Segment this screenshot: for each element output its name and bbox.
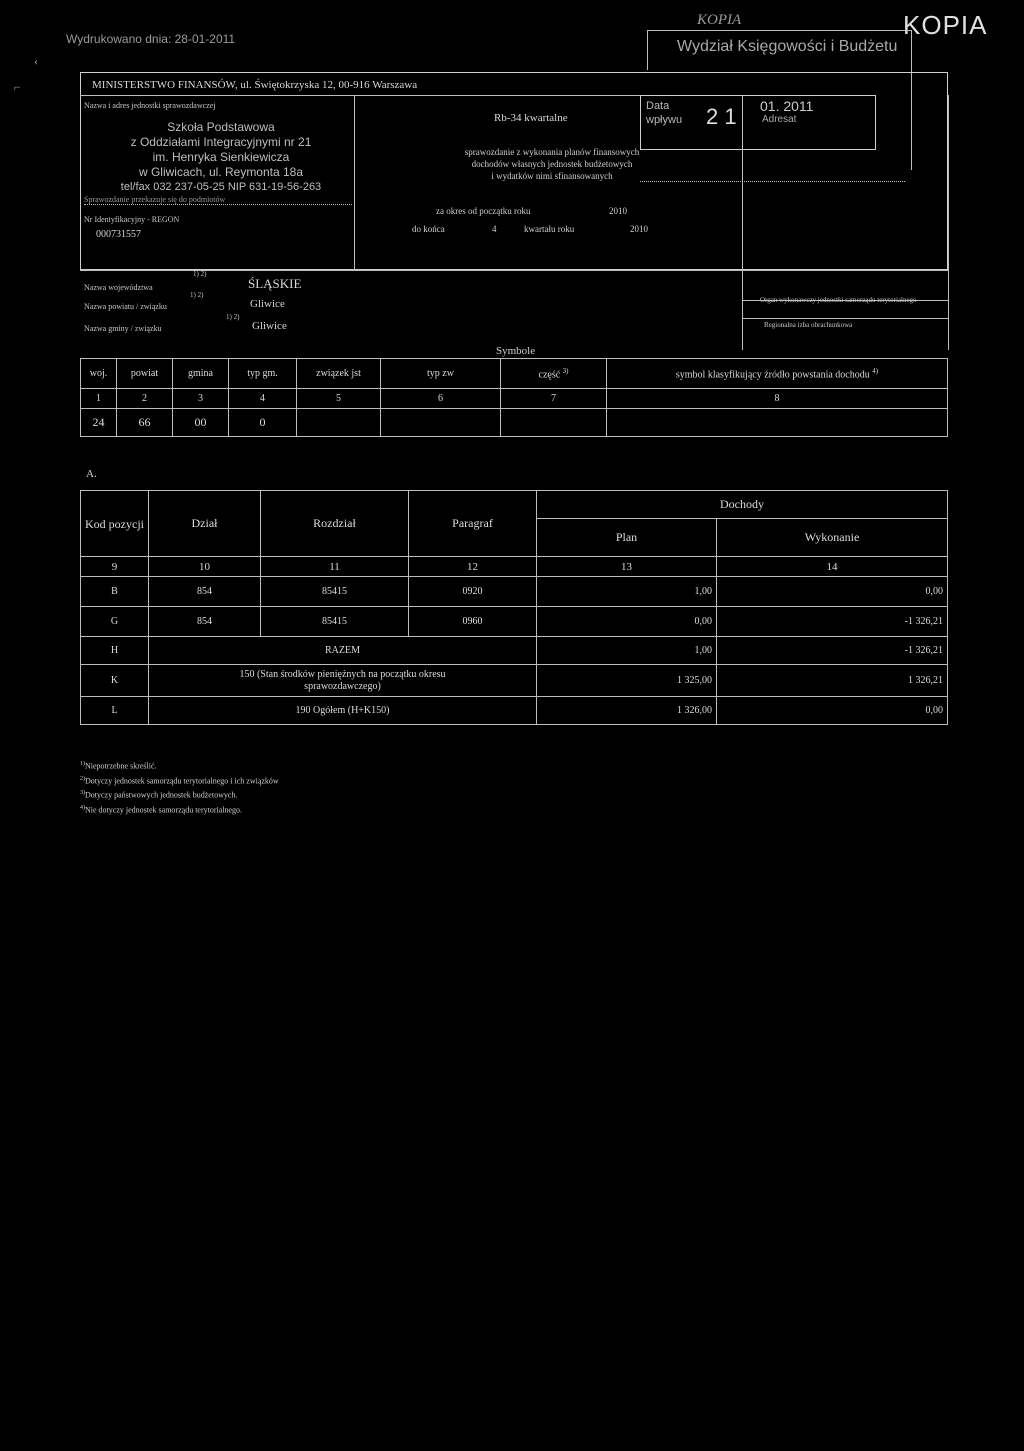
county-sup: 1) 2) [190,291,204,299]
commune-value: Gliwice [252,320,287,332]
symbol-header [229,359,297,389]
county-label: Nazwa powiatu / związku [84,302,167,311]
received-wplywu-label: wpływu [646,114,683,126]
symbol-header [173,359,229,389]
quarter-label: kwartału roku [524,224,575,234]
symbol-header [607,359,948,389]
row-l-kod: L [81,697,149,725]
symbol-number: 1 [81,389,117,409]
report-desc-line: dochodów własnych jednostek budżetowych [471,159,633,169]
symbols-value-row [81,409,948,437]
symbols-title: Symbole [496,345,536,357]
symbol-header-sup: 3) [562,366,569,375]
symbol-header-text: gmina [188,368,213,379]
row-l [81,697,948,725]
unit-line: im. Henryka Sienkiewicza [152,150,290,164]
stamp-border-top [647,30,912,31]
margin-mark: ⌐ [14,80,21,94]
symbol-header [501,359,607,389]
row-k-kod: K [81,665,149,697]
col-number: 12 [409,557,537,577]
row-l-label: 190 Ogółem (H+K150) [149,697,537,725]
rule [742,95,743,350]
col-number: 10 [149,557,261,577]
handwritten-stamp: KOPIA [697,12,742,28]
col-dochody: Dochody [537,491,948,519]
receiver-label: Organ wykonawczy jednostki samorządu terytorialnego [760,296,917,304]
rule [80,95,732,96]
income-number-row [81,557,948,577]
col-rozdzial: Rozdział [261,491,409,557]
received-month: 01. 2011 [760,98,814,114]
footnote-text: Dotyczy jednostek samorządu terytorialnego i ich związków [85,776,279,786]
footnote [80,758,279,773]
rule [948,95,949,350]
income-row [81,577,948,607]
regon-value: 000731557 [96,229,141,240]
row-l-plan: 1 326,00 [537,697,717,725]
col-wykonanie: Wykonanie [717,519,948,557]
row-wykonanie: 0,00 [717,577,948,607]
row-paragraf: 0920 [409,577,537,607]
margin-mark: ‹ [34,54,38,68]
row-k [81,665,948,697]
symbols-table [80,358,948,437]
row-rozdzial: 85415 [261,607,409,637]
commune-sup: 1) 2) [226,313,240,321]
report-code: Rb-34 kwartalne [494,112,568,124]
period-from-label: za okres od początku roku [436,206,531,216]
symbol-value [607,409,948,437]
voivodeship-sup: 1) 2) [193,270,207,278]
razem-label: RAZEM [149,637,537,665]
symbol-value: 0 [229,409,297,437]
symbol-number: 6 [381,389,501,409]
addressee-label: Adresat [762,114,797,125]
row-wykonanie: -1 326,21 [717,607,948,637]
footnotes [80,758,279,817]
footnote [80,773,279,788]
kopia-stamp: KOPIA [903,10,988,40]
quarter-value: 4 [492,224,497,234]
symbol-number: 2 [117,389,173,409]
footnote-text: Nie dotyczy jednostek samorządu terytorialnego. [85,805,243,815]
unit-line: tel/fax 032 237-05-25 NIP 631-19-56-263 [120,181,322,193]
period-year-2: 2010 [630,224,648,234]
section-a-label: A. [86,468,97,480]
voivodeship-label: Nazwa województwa [84,283,153,292]
department-stamp: Wydział Księgowości i Budżetu [677,38,898,55]
rule [742,318,948,319]
symbols-number-row [81,389,948,409]
row-rozdzial: 85415 [261,577,409,607]
symbol-number: 8 [607,389,948,409]
received-date-label: Data [646,100,670,112]
symbol-header-text: powiat [130,368,159,379]
razem-wykonanie: -1 326,21 [717,637,948,665]
symbol-header-text: związek jst [316,368,361,379]
rule [354,95,355,270]
report-description [412,146,692,182]
report-desc-line: i wydatków nimi sfinansowanych [491,171,613,181]
period-year-1: 2010 [609,206,627,216]
col-plan: Plan [537,519,717,557]
row-plan: 1,00 [537,577,717,607]
row-kod: B [81,577,149,607]
county-value: Gliwice [250,298,285,310]
period-to-label: do końca [412,224,445,234]
symbol-value: 66 [117,409,173,437]
col-number: 11 [261,557,409,577]
col-number: 13 [537,557,717,577]
received-day: 2 1 [706,104,737,129]
report-desc-line: sprawozdanie z wykonania planów finansowych [464,147,640,157]
unit-stamp [116,120,326,195]
stamp-border-left [647,30,648,70]
row-kod: G [81,607,149,637]
symbol-value: 24 [81,409,117,437]
col-dzial: Dział [149,491,261,557]
razem-kod: H [81,637,149,665]
row-k-plan: 1 325,00 [537,665,717,697]
symbol-header-text: symbol klasyfikujący źródło powstania dochodu [675,369,870,381]
razem-plan: 1,00 [537,637,717,665]
income-header-row [81,491,948,519]
footnote [80,802,279,817]
row-k-label: 150 (Stan środków pieniężnych na początku okresu sprawozdawczego) [149,665,537,697]
symbol-value: 00 [173,409,229,437]
sender-label: Sprawozdanie przekazuje się do podmiotów [84,195,226,204]
rule [640,181,905,182]
symbol-number: 4 [229,389,297,409]
ministry-address: MINISTERSTWO FINANSÓW, ul. Świętokrzyska 12, 00-916 Warszawa [92,79,418,91]
regon-label: Nr Identyfikacyjny - REGON [84,215,180,224]
symbol-header [297,359,381,389]
row-paragraf: 0960 [409,607,537,637]
symbol-header-text: typ gm. [247,368,278,379]
unit-line: w Gliwicach, ul. Reymonta 18a [138,165,304,179]
col-paragraf: Paragraf [409,491,537,557]
footnote-number: 4) [80,804,85,811]
rule [84,204,352,205]
symbol-number: 5 [297,389,381,409]
row-l-wykonanie: 0,00 [717,697,948,725]
footnote-number: 3) [80,790,85,797]
symbol-header-sup: 4) [872,366,879,375]
footnote-text: Dotyczy państwowych jednostek budżetowych. [85,790,238,800]
symbol-number: 3 [173,389,229,409]
col-number: 14 [717,557,948,577]
symbols-header-row [81,359,948,389]
voivodeship-value: ŚLĄSKIE [248,276,302,291]
symbol-header-text: część [538,369,561,381]
razem-row [81,637,948,665]
symbol-header-text: woj. [89,368,108,379]
symbol-header [117,359,173,389]
col-kod: Kod pozycji [81,491,149,557]
row-dzial: 854 [149,607,261,637]
symbol-value [381,409,501,437]
income-row [81,607,948,637]
footnote-number: 2) [80,775,85,782]
unit-line: Szkoła Podstawowa [167,120,275,134]
footnote [80,787,279,802]
unit-label: Nazwa i adres jednostki sprawozdawczej [84,101,216,110]
print-date: Wydrukowano dnia: 28-01-2011 [66,32,236,46]
footnote-text: Niepotrzebne skreślić. [85,761,157,771]
symbol-header-text: typ zw [427,368,454,379]
row-dzial: 854 [149,577,261,607]
symbol-value [501,409,607,437]
symbol-number: 7 [501,389,607,409]
rule [80,270,948,271]
symbol-header [81,359,117,389]
symbol-value [297,409,381,437]
row-k-wykonanie: 1 326,21 [717,665,948,697]
row-plan: 0,00 [537,607,717,637]
commune-label: Nazwa gminy / związku [84,324,162,333]
unit-line: z Oddziałami Integracyjnymi nr 21 [130,135,312,149]
symbol-header [381,359,501,389]
regional-label: Regionalna izba obrachunkowa [764,321,853,329]
income-table [80,490,948,725]
col-number: 9 [81,557,149,577]
footnote-number: 1) [80,761,85,767]
